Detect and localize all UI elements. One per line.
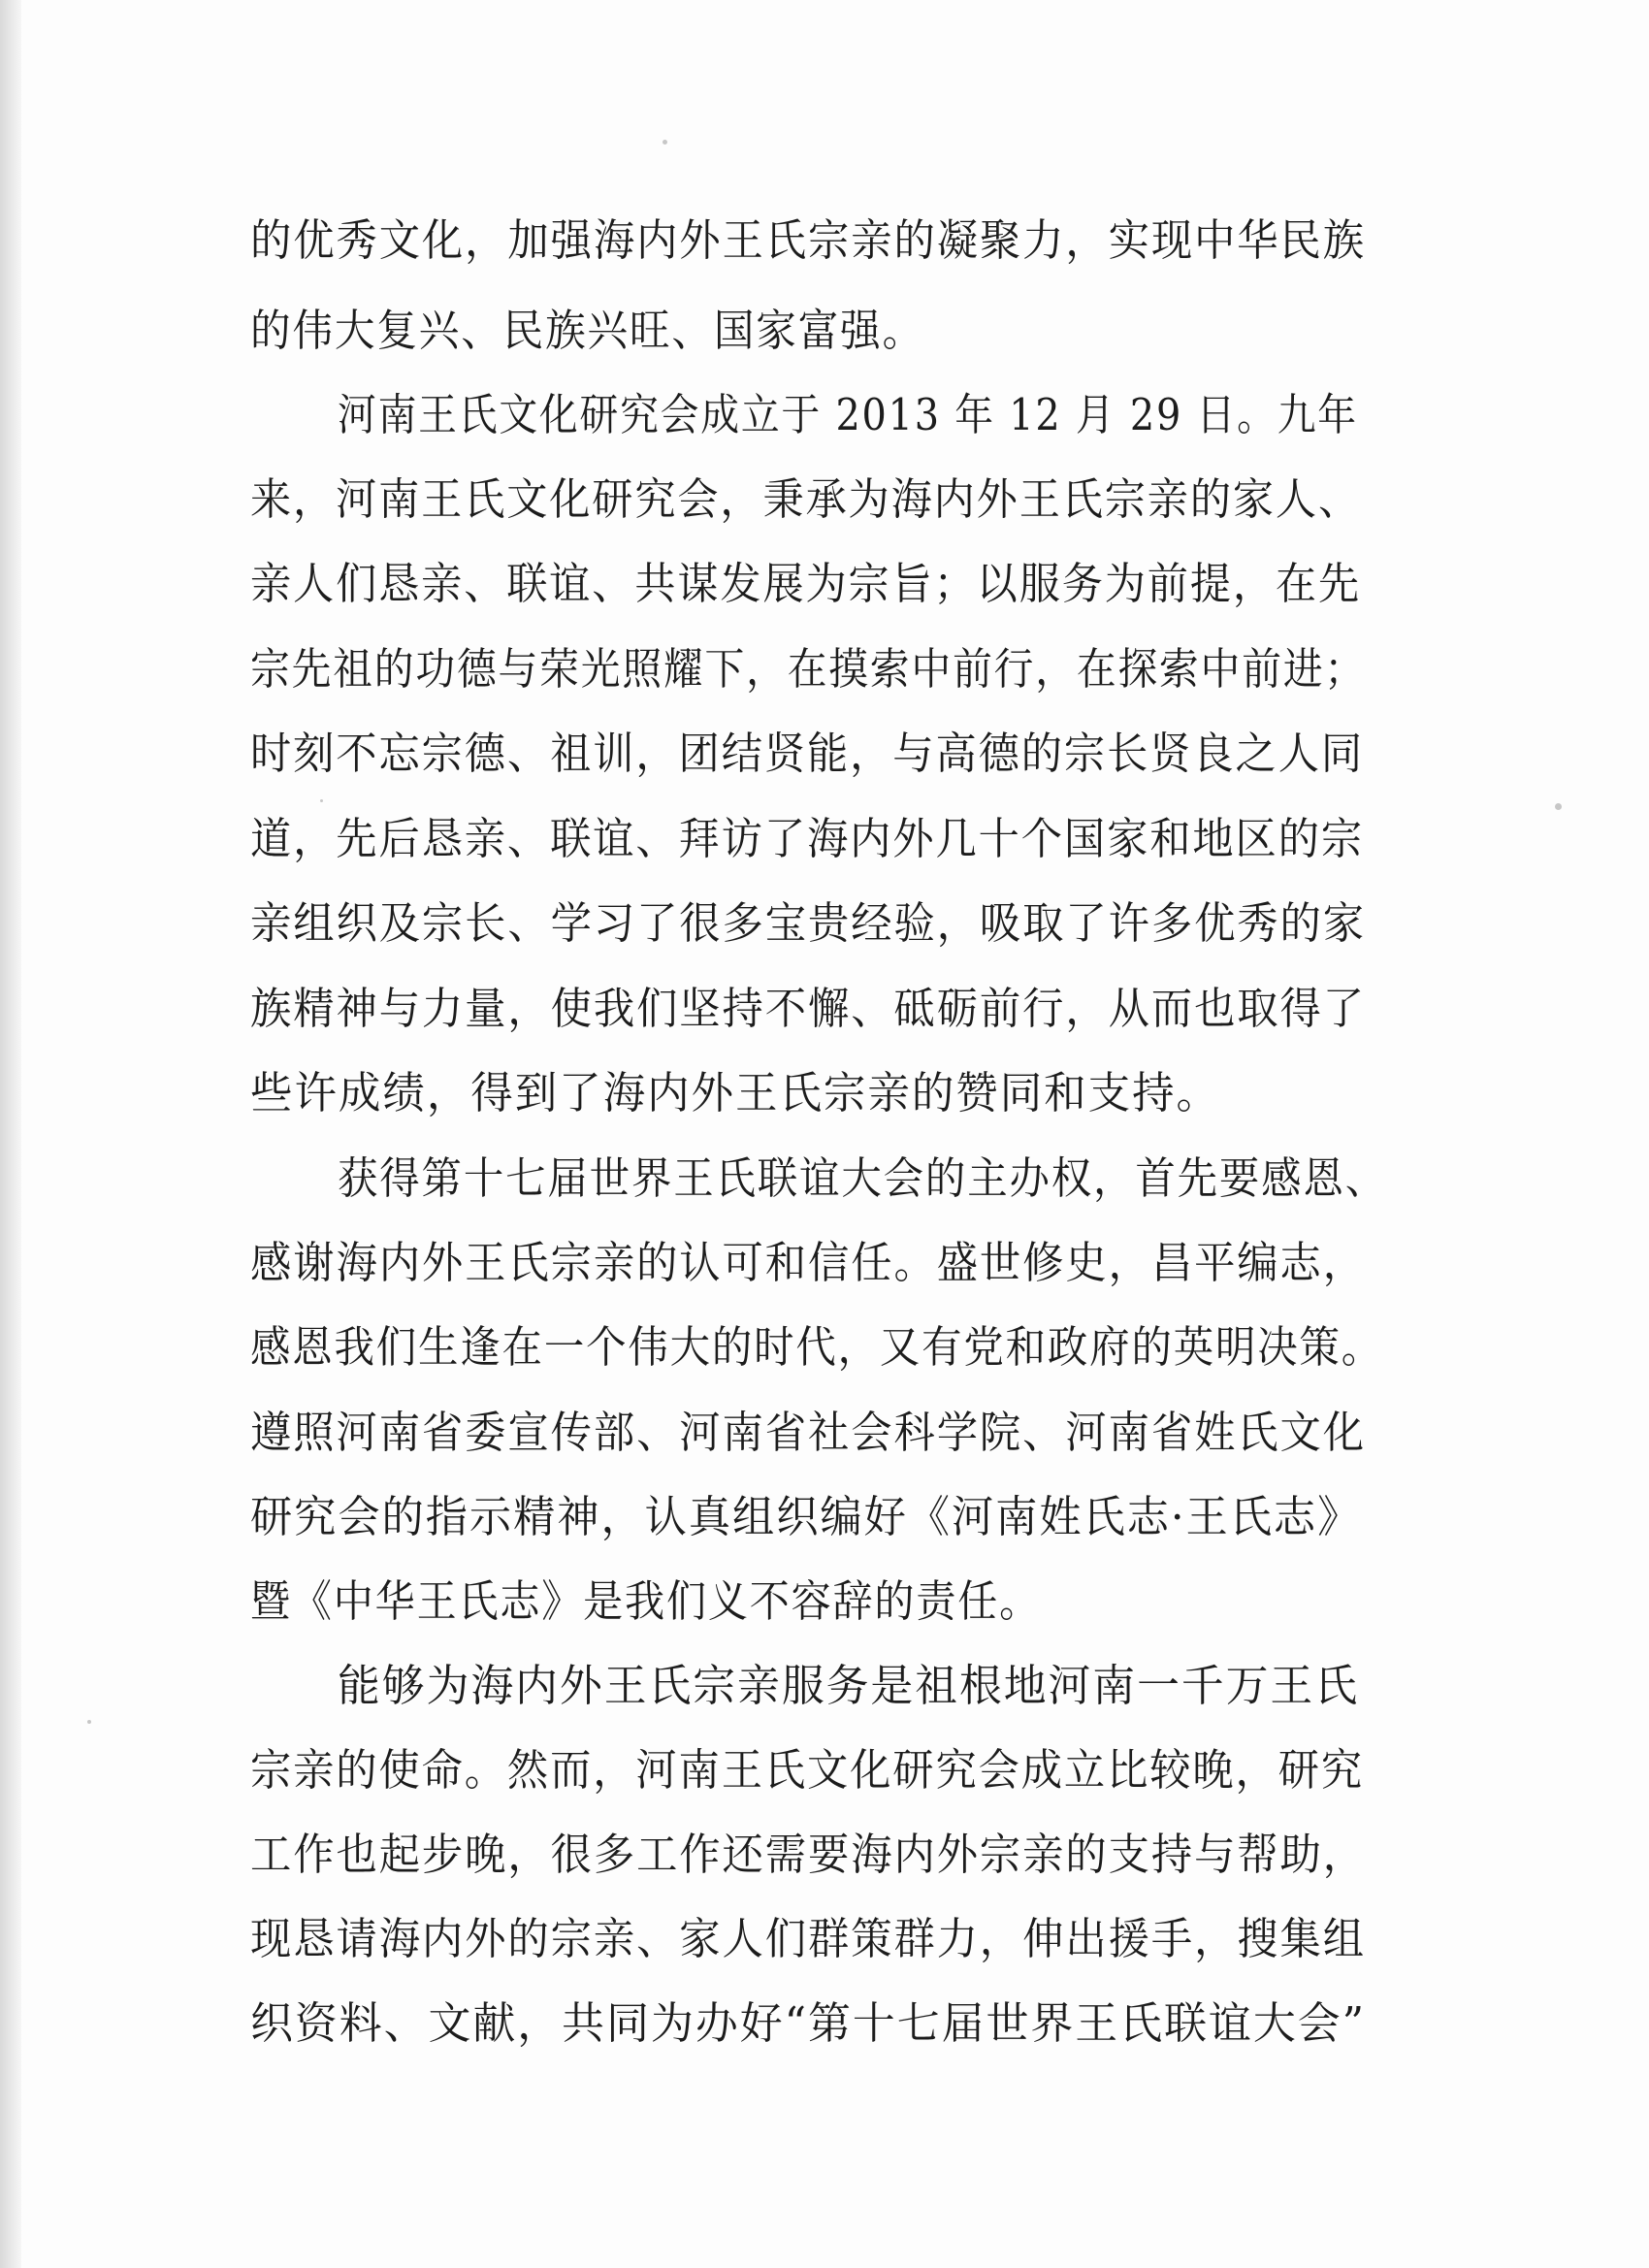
text-line: 织资料、文献，共同为办好“第十七届世界王氏联谊大会” [250,1997,1367,2049]
text-line: 亲组织及宗长、学习了很多宝贵经验，吸取了许多优秀的家 [250,897,1367,949]
text-line: 的伟大复兴、民族兴旺、国家富强。 [250,305,925,356]
text-line: 暨《中华王氏志》是我们义不容辞的责任。 [250,1575,1042,1627]
text-line: 来，河南王氏文化研究会，秉承为海内外王氏宗亲的家人、 [250,473,1362,525]
scan-speck [87,1720,91,1724]
text-line: 遵照河南省委宣传部、河南省社会科学院、河南省姓氏文化 [250,1407,1367,1458]
text-line: 工作也起步晚，很多工作还需要海内外宗亲的支持与帮助， [250,1829,1367,1880]
text-line: 亲人们恳亲、联谊、共谋发展为宗旨；以服务为前提，在先 [250,558,1362,609]
text-line: 研究会的指示精神，认真组织编好《河南姓氏志·王氏志》 [250,1491,1362,1542]
scan-speck [663,140,667,145]
text-line: 族精神与力量，使我们坚持不懈、砥砺前行，从而也取得了 [250,983,1367,1034]
scan-speck [1555,803,1562,810]
text-line: 获得第十七届世界王氏联谊大会的主办权，首先要感恩、 [338,1152,1388,1204]
text-line: 现恳请海内外的宗亲、家人们群策群力，伸出援手，搜集组 [250,1913,1367,1964]
text-line: 时刻不忘宗德、祖训，团结贤能，与高德的宗长贤良之人同 [250,728,1365,779]
scan-speck [320,799,323,802]
text-line: 道，先后恳亲、联谊、拜访了海内外几十个国家和地区的宗 [250,813,1365,864]
scan-shadow-edge [0,0,21,2268]
text-line: 河南王氏文化研究会成立于 2013 年 12 月 29 日。九年 [338,389,1358,440]
text-line: 些许成绩，得到了海内外王氏宗亲的赞同和支持。 [250,1067,1221,1118]
text-line: 宗亲的使命。然而，河南王氏文化研究会成立比较晚，研究 [250,1744,1365,1796]
text-line: 宗先祖的功德与荣光照耀下，在摸索中前行，在探索中前进； [250,643,1367,695]
text-line: 能够为海内外王氏宗亲服务是祖根地河南一千万王氏 [338,1660,1360,1711]
text-line: 感恩我们生逢在一个伟大的时代，又有党和政府的英明决策。 [250,1321,1384,1373]
text-line: 感谢海内外王氏宗亲的认可和信任。盛世修史，昌平编志， [250,1237,1367,1288]
text-line: 的优秀文化，加强海内外王氏宗亲的凝聚力，实现中华民族 [250,214,1367,266]
